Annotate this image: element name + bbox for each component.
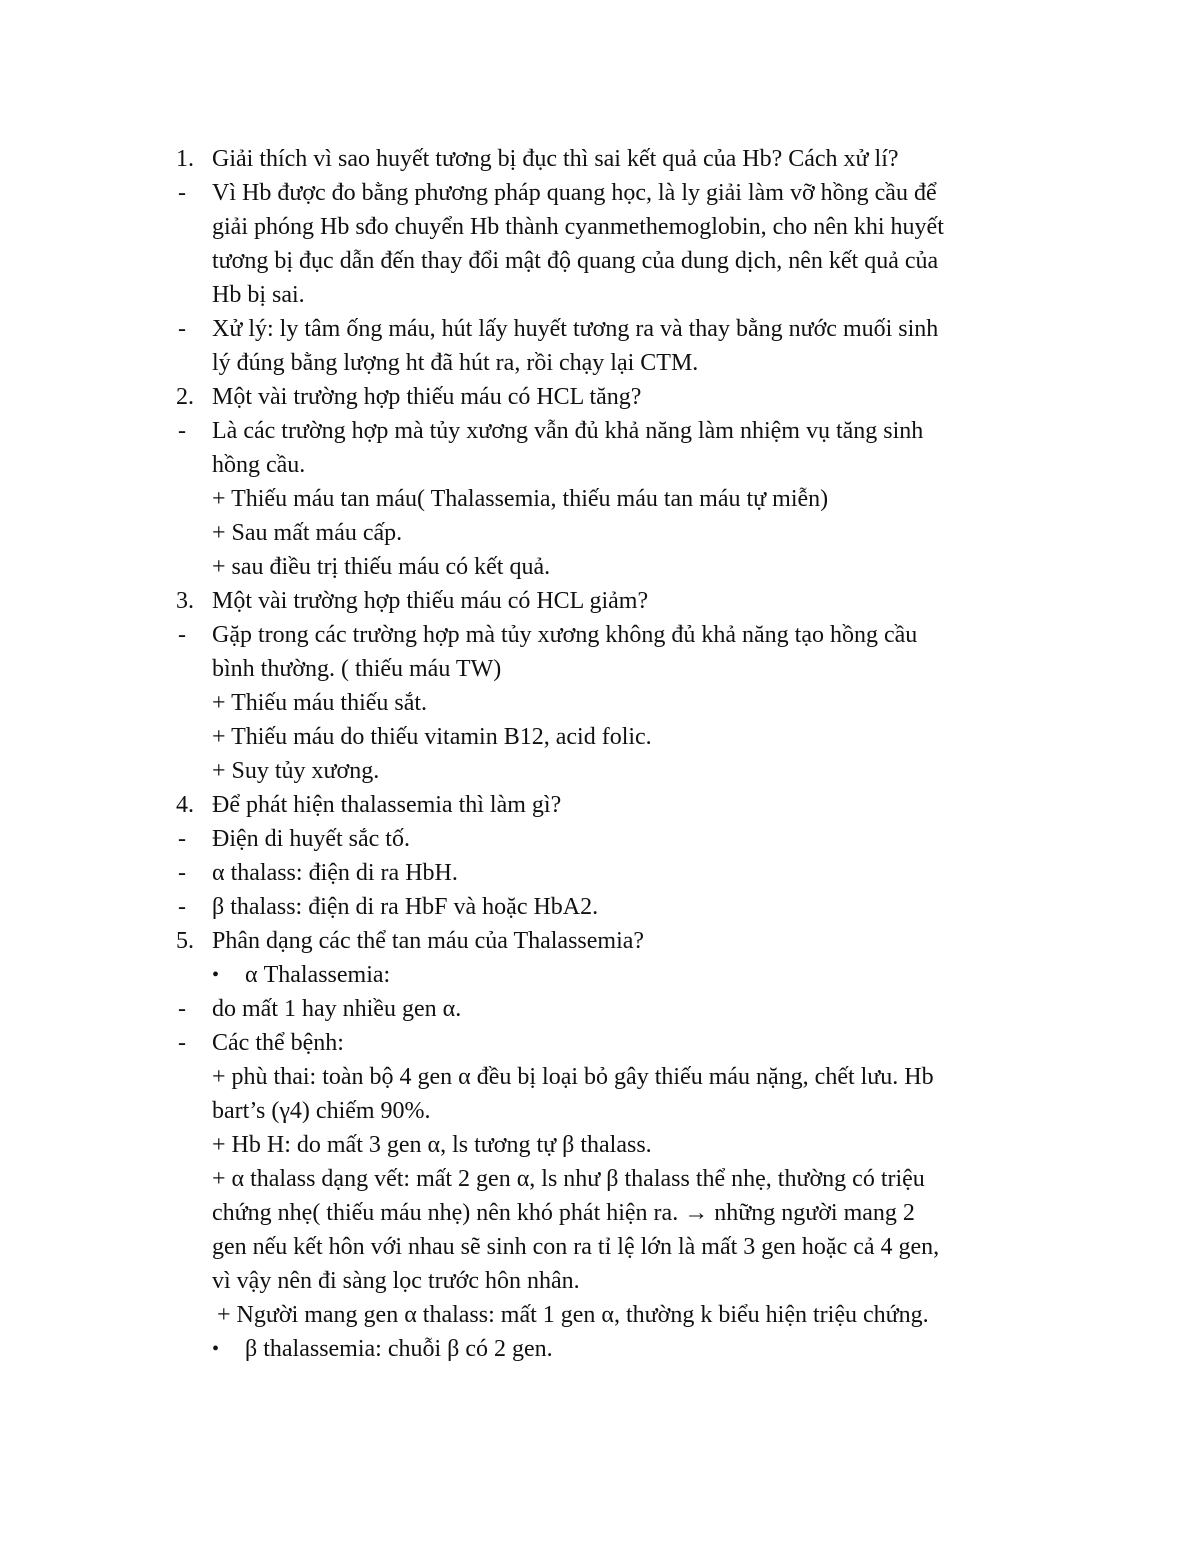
q2-answer1-line2: hồng cầu. — [212, 452, 306, 478]
q5-plus-line: vì vậy nên đi sàng lọc trước hôn nhân. — [212, 1268, 580, 1294]
q5-dash1-marker: - — [178, 996, 186, 1022]
q1-answer2-line2: lý đúng bằng lượng ht đã hút ra, rồi chạy lại CTM. — [212, 350, 699, 376]
q1-answer2-dash: - — [178, 316, 186, 342]
q2-plus-item: + Thiếu máu tan máu( Thalassemia, thiếu máu tan máu tự miễn) — [212, 486, 829, 512]
q5-bullet1-marker: • — [212, 964, 220, 986]
q1-answer1-line2: giải phóng Hb sđo chuyển Hb thành cyanmethemoglobin, cho nên khi huyết — [212, 214, 944, 240]
q2-plus-item: + Sau mất máu cấp. — [212, 520, 403, 546]
q5-plus-line: + α thalass dạng vết: mất 2 gen α, ls như β thalass thể nhẹ, thường có triệu — [212, 1166, 925, 1192]
q4-answer-dash: - — [178, 860, 186, 886]
q4-number: 4. — [176, 792, 194, 818]
q1-answer1-line1: Vì Hb được đo bằng phương pháp quang học, là ly giải làm vỡ hồng cầu để — [212, 180, 937, 206]
q2-plus-item: + sau điều trị thiếu máu có kết quả. — [212, 554, 551, 580]
q5-dash2-marker: - — [178, 1030, 186, 1056]
q5-number: 5. — [176, 928, 194, 954]
q3-question: Một vài trường hợp thiếu máu có HCL giảm? — [212, 588, 649, 614]
q3-answer1-dash: - — [178, 622, 186, 648]
q5-bullet1-text: α Thalassemia: — [245, 962, 391, 988]
q4-answer-dash: - — [178, 894, 186, 920]
q5-bullet2-text: β thalassemia: chuỗi β có 2 gen. — [245, 1336, 553, 1362]
q3-answer1-line1: Gặp trong các trường hợp mà tủy xương không đủ khả năng tạo hồng cầu — [212, 622, 918, 648]
q5-plus-line: bart’s (γ4) chiếm 90%. — [212, 1098, 431, 1124]
q1-number: 1. — [176, 146, 194, 172]
q5-plus-last: + Người mang gen α thalass: mất 1 gen α, thường k biểu hiện triệu chứng. — [217, 1302, 929, 1328]
q1-answer1-dash: - — [178, 180, 186, 206]
q2-question: Một vài trường hợp thiếu máu có HCL tăng? — [212, 384, 642, 410]
q3-plus-item: + Thiếu máu thiếu sắt. — [212, 690, 428, 716]
q5-plus-line: + Hb H: do mất 3 gen α, ls tương tự β thalass. — [212, 1132, 652, 1158]
q1-answer1-line4: Hb bị sai. — [212, 282, 305, 308]
q2-answer1-line1: Là các trường hợp mà tủy xương vẫn đủ khả năng làm nhiệm vụ tăng sinh — [212, 418, 924, 444]
q1-question: Giải thích vì sao huyết tương bị đục thì sai kết quả của Hb? Cách xử lí? — [212, 146, 899, 172]
q5-dash1-text: do mất 1 hay nhiều gen α. — [212, 996, 462, 1022]
q2-number: 2. — [176, 384, 194, 410]
q1-answer2-line1: Xử lý: ly tâm ống máu, hút lấy huyết tương ra và thay bằng nước muối sinh — [212, 316, 939, 342]
q5-dash2-text: Các thể bệnh: — [212, 1030, 344, 1056]
q4-answer: α thalass: điện di ra HbH. — [212, 860, 458, 886]
q3-answer1-line2: bình thường. ( thiếu máu TW) — [212, 656, 502, 682]
q5-question: Phân dạng các thể tan máu của Thalassemia? — [212, 928, 645, 954]
q3-number: 3. — [176, 588, 194, 614]
q5-bullet2-marker: • — [212, 1338, 220, 1360]
q2-answer1-dash: - — [178, 418, 186, 444]
q4-answer-dash: - — [178, 826, 186, 852]
q4-question: Để phát hiện thalassemia thì làm gì? — [212, 792, 562, 818]
q5-plus-line: + phù thai: toàn bộ 4 gen α đều bị loại bỏ gây thiếu máu nặng, chết lưu. Hb — [212, 1064, 934, 1090]
q3-plus-item: + Thiếu máu do thiếu vitamin B12, acid folic. — [212, 724, 652, 750]
q3-plus-item: + Suy tủy xương. — [212, 758, 380, 784]
q1-answer1-line3: tương bị đục dẫn đến thay đổi mật độ quang của dung dịch, nên kết quả của — [212, 248, 939, 274]
q5-plus-line: gen nếu kết hôn với nhau sẽ sinh con ra tỉ lệ lớn là mất 3 gen hoặc cả 4 gen, — [212, 1234, 940, 1260]
q4-answer: Điện di huyết sắc tố. — [212, 826, 410, 852]
q5-plus-line: chứng nhẹ( thiếu máu nhẹ) nên khó phát hiện ra. → những người mang 2 — [212, 1200, 915, 1226]
q4-answer: β thalass: điện di ra HbF và hoặc HbA2. — [212, 894, 599, 920]
